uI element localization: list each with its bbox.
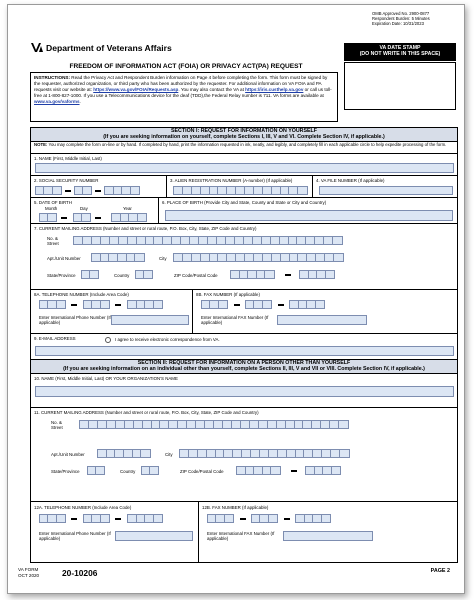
other-fax-area-field[interactable]: [207, 514, 234, 523]
intl-phone-label: Enter International Phone Number (If applicable): [39, 315, 111, 326]
form-title: FREEDOM OF INFORMATION ACT (FOIA) OR PRIVACY ACT(PA) REQUEST: [69, 63, 303, 70]
other-street-label: No. & Street: [51, 420, 63, 430]
other-name-field[interactable]: [35, 386, 454, 397]
email-consent-radio[interactable]: [105, 337, 111, 343]
note-text: You may complete the form on-line or by hand. If completed by hand, print the information requested in ink, neatly, and legibly, and completely fill in each applicable circle to help expedite processing of the form.: [48, 142, 447, 147]
phone-label: 8A. TELEPHONE NUMBER (Include Area Code): [34, 292, 129, 297]
other-phone-label: 12A. TELEPHONE NUMBER (Include Area Code): [34, 505, 132, 510]
other-intl-fax-field[interactable]: [283, 531, 373, 541]
email-field[interactable]: [35, 346, 454, 356]
instructions-box: [30, 72, 338, 122]
row-other-address: [31, 408, 457, 502]
section-1-title: SECTION I: REQUEST FOR INFORMATION ON YOURSELF: [170, 128, 318, 134]
instructions-text-4: .: [79, 99, 81, 105]
form-page: [7, 4, 465, 594]
fax-separator: [234, 304, 240, 306]
section-2-header: [31, 360, 457, 374]
apt-label: Apt./Unit Number: [47, 256, 81, 261]
other-apt-field[interactable]: [97, 449, 151, 458]
omb-number: OMB Approved No. 2900-0877: [372, 11, 430, 16]
phone-area-field[interactable]: [39, 300, 66, 309]
row-email: [31, 334, 457, 360]
instructions-text-1: Read the Privacy Act and Respondent Burden information on Page 4 before completing the form. This form must be signed by the requester, authorized organization, or third party who has been authorized by the requester. For additional information on VA FOIA and PA requests visit our website at:: [34, 75, 328, 93]
email-label: 9. E-MAIL ADDRESS: [34, 336, 76, 341]
instructions-label: INSTRUCTIONS:: [34, 75, 70, 80]
other-phone-area-field[interactable]: [39, 514, 66, 523]
omb-info: [372, 11, 456, 26]
other-zip-ext-field[interactable]: [305, 466, 341, 475]
section-1-subtitle: (If you are seeking information on yourself, complete Sections I, III, V and VI. Complete Section IV, if applicable.): [103, 134, 385, 141]
phone-prefix-field[interactable]: [83, 300, 110, 309]
other-city-label: City: [165, 452, 173, 457]
email-consent-label: I agree to receive electronic correspondence from VA.: [115, 337, 220, 342]
intl-fax-field[interactable]: [277, 315, 367, 325]
note-label: NOTE:: [34, 142, 48, 147]
foia-requests-link[interactable]: https://www.va.gov/FOIA/Requests.asp: [93, 87, 179, 93]
phone-separator: [71, 304, 77, 306]
other-phone-prefix-field[interactable]: [83, 514, 110, 523]
other-state-label: State/Province: [51, 469, 80, 474]
name-label: 1. NAME (First, Middle Initial, Last): [34, 156, 102, 161]
page-number: PAGE 2: [430, 568, 450, 574]
va-date-stamp-header: [344, 43, 456, 61]
place-of-birth-label: 6. PLACE OF BIRTH (Provide City and State, County and State or City and Country): [162, 200, 327, 205]
state-field[interactable]: [81, 270, 99, 279]
ssn-separator: [95, 190, 101, 192]
fax-prefix-field[interactable]: [245, 300, 272, 309]
instructions-text-2: . You may also contact the VA at: [178, 87, 244, 93]
other-country-field[interactable]: [141, 466, 159, 475]
section-1-header: [31, 128, 457, 142]
name-field[interactable]: [35, 163, 454, 173]
footer-va-form: VA FORM: [18, 567, 39, 572]
department-name: Department of Veterans Affairs: [46, 43, 172, 53]
va-file-number-field[interactable]: [319, 186, 453, 195]
month-label: Month: [45, 206, 58, 211]
other-zip-field[interactable]: [236, 466, 281, 475]
footer-date: OCT 2020: [18, 572, 40, 578]
date-stamp-box: [344, 62, 456, 110]
address-label: 7. CURRENT MAILING ADDRESS (Number and street or rural route, P.O. Box, City, State, ZIP Code and Country): [34, 226, 257, 231]
row-name: [31, 154, 457, 176]
phone-separator: [115, 304, 121, 306]
dob-separator: [95, 217, 101, 219]
intl-phone-field[interactable]: [111, 315, 189, 325]
ssn-field-part1[interactable]: [35, 186, 62, 195]
country-field[interactable]: [135, 270, 153, 279]
footer-form-label: [18, 567, 39, 578]
dob-separator: [61, 217, 67, 219]
va-logo-icon: [30, 42, 44, 53]
va-file-number-label: 4. VA FILE NUMBER (If applicable): [316, 178, 385, 183]
place-of-birth-field[interactable]: [165, 210, 453, 221]
other-intl-phone-field[interactable]: [115, 531, 193, 541]
other-intl-phone-label: Enter International Phone Number (If applicable): [39, 531, 111, 542]
row-address: [31, 224, 457, 290]
form-body: [30, 127, 458, 563]
day-label: Day: [80, 206, 88, 211]
expiration-date: Expiration Date: 10/31/2023: [372, 21, 424, 26]
other-apt-label: Apt./Unit Number: [51, 452, 85, 457]
other-country-label: Country: [120, 469, 136, 474]
instructions-text-3: or call us toll-free at 1-800-827-1000. If you use a Telecommunications device for the deaf (TDD),the Federal Relay number is 711. VA forms are available at: [34, 87, 332, 99]
fax-line-field[interactable]: [289, 300, 325, 309]
zip-field[interactable]: [230, 270, 275, 279]
iris-link[interactable]: https://iris.custhelp.va.gov: [245, 87, 304, 93]
city-field[interactable]: [173, 253, 344, 262]
footer-form-number: 20-10206: [62, 568, 98, 578]
other-phone-separator: [71, 518, 77, 520]
row-ids: [31, 176, 457, 198]
country-label: Country: [114, 273, 130, 278]
a-number-label: 3. ALIEN REGISTRATION NUMBER (A-number) (If applicable): [170, 178, 293, 183]
respondent-burden: Respondent Burden: 5 Minutes: [372, 16, 430, 21]
other-phone-separator: [115, 518, 121, 520]
fax-separator: [278, 304, 284, 306]
a-number-field[interactable]: [173, 186, 308, 195]
row-other-phone: [31, 502, 457, 562]
other-state-field[interactable]: [87, 466, 105, 475]
row-phone: [31, 290, 457, 334]
ssn-field-part2[interactable]: [74, 186, 92, 195]
other-fax-separator: [240, 518, 246, 520]
other-street-field[interactable]: [79, 420, 349, 429]
other-fax-label: 12B. FAX NUMBER (If applicable): [202, 505, 269, 510]
other-name-label: 10. NAME (First, Middle Initial, Last) OR YOUR ORGANIZATION'S NAME: [34, 376, 178, 381]
dob-label: 5. DATE OF BIRTH: [34, 200, 72, 205]
other-fax-separator: [284, 518, 290, 520]
fax-label: 8B. FAX NUMBER (If applicable): [196, 292, 260, 297]
vaforms-link[interactable]: www.va.gov/vaforms: [34, 99, 80, 105]
other-address-label: 11. CURRENT MAILING ADDRESS (Number and street or rural route, P.O. Box, City, State, ZIP Code and Country): [34, 410, 259, 415]
other-intl-fax-label: Enter International FAX Number (If applicable): [207, 531, 275, 542]
fax-area-field[interactable]: [201, 300, 228, 309]
other-zip-separator: [291, 470, 297, 472]
other-phone-line-field[interactable]: [127, 514, 163, 523]
section-2-subtitle: (If you are seeking information on an individual other than yourself, complete Sections II, III, V and VII or VIII. Complete Section IV, if applicable.): [63, 366, 425, 373]
year-label: Year: [123, 206, 132, 211]
street-label: No. & Street: [47, 236, 59, 246]
zip-separator: [285, 274, 291, 276]
other-fax-line-field[interactable]: [295, 514, 331, 523]
other-zip-label: ZIP Code/Postal Code: [180, 469, 224, 474]
dob-year-field[interactable]: [111, 213, 147, 222]
note: [31, 142, 457, 154]
dob-day-field[interactable]: [73, 213, 91, 222]
ssn-label: 2. SOCIAL SECURITY NUMBER: [34, 178, 99, 183]
stamp-title: VA DATE STAMP: [379, 45, 421, 51]
street-field[interactable]: [73, 236, 343, 245]
phone-line-field[interactable]: [127, 300, 163, 309]
dob-month-field[interactable]: [39, 213, 57, 222]
ssn-field-part3[interactable]: [104, 186, 140, 195]
row-birth: [31, 198, 457, 224]
zip-ext-field[interactable]: [299, 270, 335, 279]
stamp-subtitle: (DO NOT WRITE IN THIS SPACE): [359, 51, 441, 57]
section-2-title: SECTION II: REQUEST FOR INFORMATION ON A PERSON OTHER THAN YOURSELF: [137, 360, 351, 366]
zip-label: ZIP Code/Postal Code: [174, 273, 218, 278]
state-label: State/Province: [47, 273, 76, 278]
city-label: City: [159, 256, 167, 261]
apt-field[interactable]: [91, 253, 145, 262]
other-city-field[interactable]: [179, 449, 350, 458]
other-fax-prefix-field[interactable]: [251, 514, 278, 523]
intl-fax-label: Enter International FAX Number (If applicable): [201, 315, 269, 326]
row-other-name: [31, 374, 457, 408]
ssn-separator: [65, 190, 71, 192]
